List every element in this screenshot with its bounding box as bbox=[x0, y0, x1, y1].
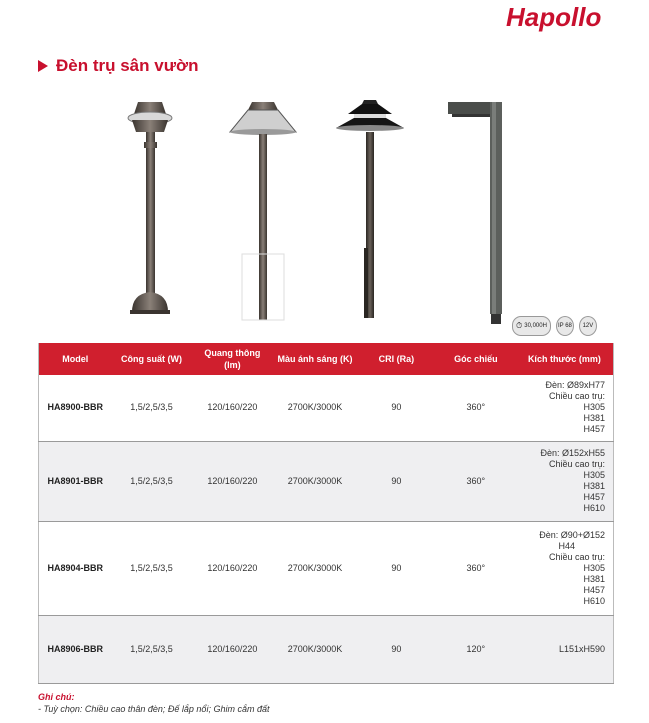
dims-cell: Đèn: Ø152xH55 Chiều cao trụ: H305 H381 H457 H610 bbox=[516, 441, 614, 521]
note-label: Ghi chú: bbox=[38, 692, 75, 702]
product-image-ha8904 bbox=[334, 98, 406, 326]
triangle-bullet-icon bbox=[38, 60, 48, 72]
product-image-ha8901 bbox=[228, 98, 298, 326]
product-image-ha8906 bbox=[446, 100, 506, 328]
dims-cell: Đèn: Ø89xH77 Chiều cao trụ: H305 H381 H457 bbox=[516, 375, 614, 441]
hapollo-logo bbox=[506, 0, 614, 32]
dims-cell: L151xH590 bbox=[516, 615, 614, 683]
lifetime-icon: ⏱ 30,000H bbox=[512, 316, 551, 336]
spec-badges bbox=[512, 316, 597, 336]
voltage-icon: 12V bbox=[579, 316, 597, 336]
product-image-ha8900 bbox=[120, 98, 180, 323]
col-header-cri: CRI (Ra) bbox=[357, 343, 436, 375]
table-row: HA8900-BBR 1,5/2,5/3,5 120/160/220 2700K/3000K 90 360° Đèn: Ø89xH77 Chiều cao trụ: H305 H381 H457 bbox=[39, 375, 614, 441]
footnote bbox=[38, 692, 269, 714]
logo-text: Hapollo bbox=[506, 2, 602, 32]
dims-cell: Đèn: Ø90+Ø152 H44 Chiều cao trụ: H305 H381 H457 H610 bbox=[516, 521, 614, 615]
col-header-lumen: Quang thông (lm) bbox=[192, 343, 273, 375]
ip-rating-icon: IP 68 bbox=[556, 316, 574, 336]
col-header-dims: Kích thước (mm) bbox=[516, 343, 614, 375]
table-header-row bbox=[39, 343, 614, 375]
table-row: HA8901-BBR 1,5/2,5/3,5 120/160/220 2700K/3000K 90 360° Đèn: Ø152xH55 Chiều cao trụ: H305 H381 H457 H610 bbox=[39, 441, 614, 521]
col-header-cct: Màu ánh sáng (K) bbox=[273, 343, 357, 375]
note-text: - Tuỳ chọn: Chiều cao thân đèn; Đế lắp nổi; Ghim cắm đất bbox=[38, 704, 270, 714]
table-row: HA8904-BBR 1,5/2,5/3,5 120/160/220 2700K/3000K 90 360° Đèn: Ø90+Ø152 H44 Chiều cao trụ: H305 H381 H457 H610 bbox=[39, 521, 614, 615]
section-title-text: Đèn trụ sân vườn bbox=[56, 56, 199, 75]
spec-table bbox=[38, 343, 614, 684]
table-row: HA8906-BBR 1,5/2,5/3,5 120/160/220 2700K/3000K 90 120° L151xH590 bbox=[39, 615, 614, 683]
col-header-power: Công suất (W) bbox=[111, 343, 191, 375]
product-images bbox=[0, 92, 649, 342]
col-header-angle: Góc chiếu bbox=[436, 343, 516, 375]
section-title bbox=[38, 55, 198, 77]
col-header-model: Model bbox=[39, 343, 112, 375]
